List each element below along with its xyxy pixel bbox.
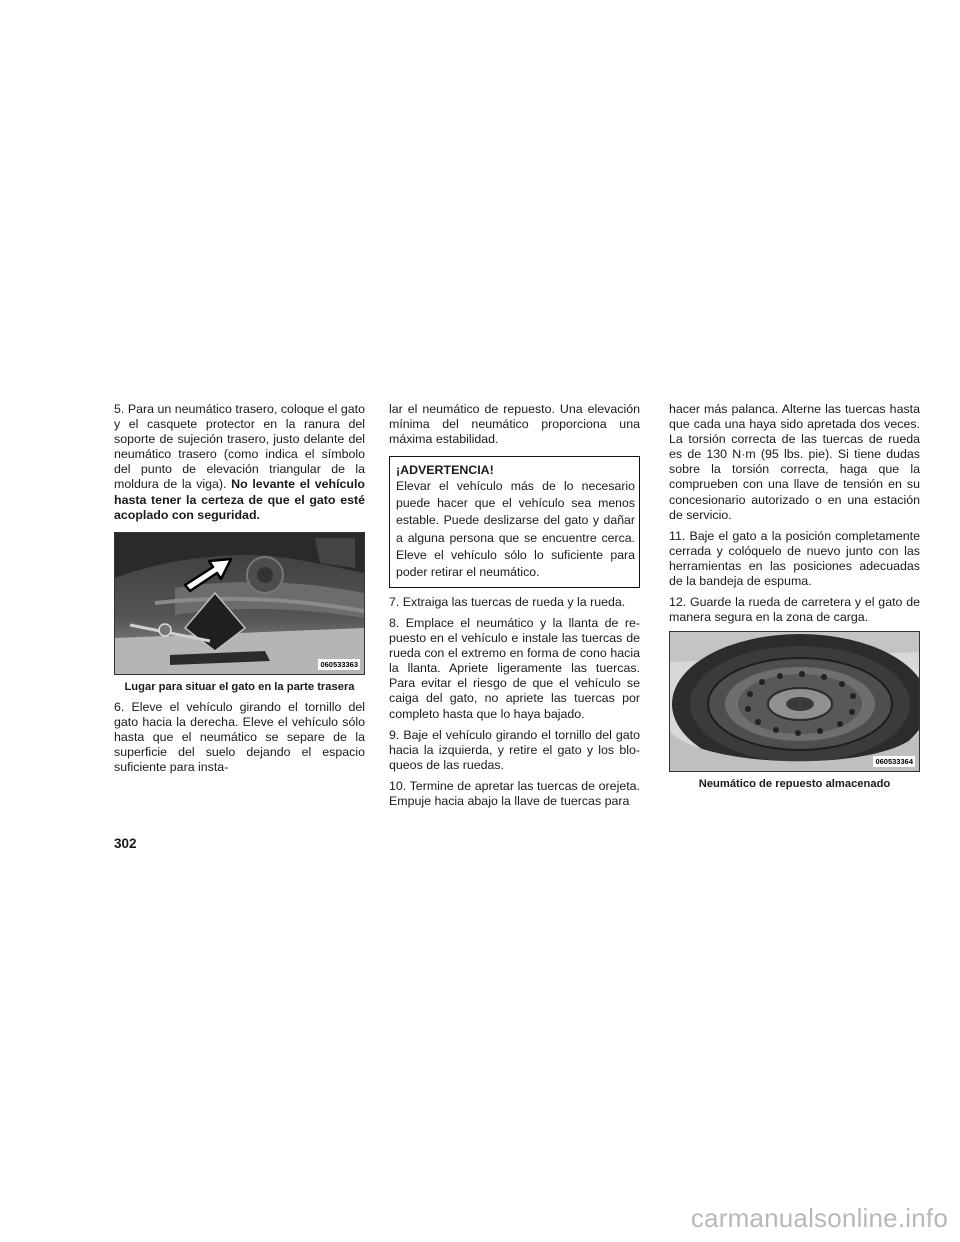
figure-caption: Lugar para situar el gato en la parte trasera <box>124 680 355 693</box>
figure-jack-rear-position <box>114 532 365 675</box>
step-5-text: 5. Para un neumático trasero, coloque el gato y el casquete protector en la ranura del soporte de sujeción trasero, justo delante del neumático trasero (como indica el símbolo del punto de elevación triangular de la moldura de la viga). <box>114 402 365 492</box>
watermark-link[interactable]: carmanualsonline.info <box>690 1203 948 1233</box>
step-11-paragraph: 11. Baje el gato a la posición completamente cerrada y colóquelo de nuevo junto con las herramientas en las posiciones adecuadas de la bandeja de espuma. <box>669 528 920 589</box>
page-number: 302 <box>114 836 137 851</box>
step-7-paragraph: 7. Extraiga las tuercas de rueda y la rueda. <box>389 594 626 609</box>
warning-title: ¡ADVERTENCIA! <box>396 463 494 478</box>
figure-code: 060533363 <box>320 659 358 669</box>
warning-body: Elevar el vehículo más de lo necesario puede hacer que el vehículo sea menos estable. Puede deslizarse del gato y dañar a alguna persona que se encuentre cerca. Eleve el vehículo sólo lo suficiente para poder retirar el neumático. <box>396 479 635 579</box>
step-10-continued: hacer más palanca. Alterne las tuercas hasta que cada una haya sido apretada dos veces. La torsión correcta de las tuercas de rueda es de 130 N·m (95 lbs. pie). Si tiene dudas sobre la torsión correcta, haga que la comprueben con una llave de tensión en su concesionario autorizado o en una estación de servicio. <box>669 402 920 522</box>
step-8-paragraph: 8. Emplace el neumático y la llanta de repuesto en el vehículo e instale las tuercas de rueda con el extremo en forma de cono hacia la llanta. Apriete ligeramente las tuercas. Para evitar el riesgo de que el vehículo se caiga del gato, no apriete las tuercas por completo hasta que lo haya bajado. <box>389 615 640 721</box>
text-column-3 <box>669 402 920 797</box>
spare-tire-illustration <box>670 632 919 771</box>
jack-photo-illustration <box>115 533 364 674</box>
step-9-paragraph: 9. Baje el vehículo girando el tornillo del gato hacia la izquierda, y retire el gato y los bloqueos de las ruedas. <box>389 727 640 772</box>
step-5-paragraph <box>114 402 365 523</box>
step-6-paragraph: 6. Eleve el vehículo girando el tornillo del gato hacia la derecha. Eleve el vehículo sólo hasta que el neumático se separe de la superficie del suelo dejando el espacio suficiente para insta- <box>114 699 365 775</box>
text-column-2 <box>389 402 640 815</box>
step-10-paragraph: 10. Termine de apretar las tuercas de orejeta. Empuje hacia abajo la llave de tuercas para <box>389 778 640 808</box>
step-6-continued: lar el neumático de repuesto. Una elevación mínima del neumático proporciona una máxima estabilidad. <box>389 402 640 447</box>
figure-caption: Neumático de repuesto almacenado <box>698 778 891 791</box>
figure-code: 060533364 <box>875 757 913 767</box>
step-5-bold-warning: No levante el vehículo hasta tener la certeza de que el gato esté acoplado con seguridad. <box>114 477 365 522</box>
step-12-paragraph: 12. Guarde la rueda de carretera y el gato de manera segura en la zona de carga. <box>669 595 920 625</box>
warning-box <box>389 456 640 588</box>
figure-spare-tire-stored <box>669 631 920 772</box>
text-column-1 <box>114 402 365 781</box>
